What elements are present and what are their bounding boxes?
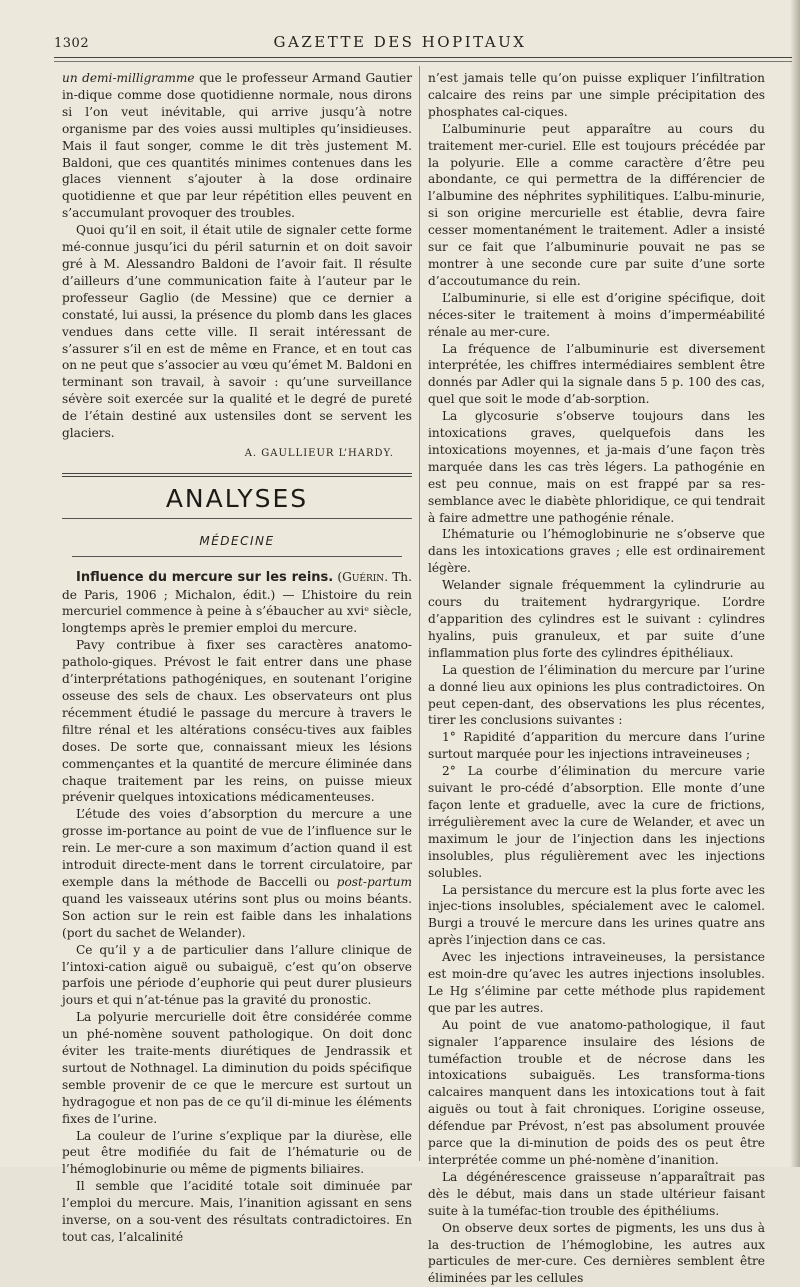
paragraph: Avec les injections intraveineuses, la persistance est moin-dre qu’avec les autres injections insolubles. Le Hg s’élimine par cette méthode plus rapidement que par les autres. xyxy=(428,950,765,1015)
paragraph: Pavy contribue à fixer ses caractères anatomo-patholo-giques. Prévost le fait entrer dans une phase d’interprétations pathogéniques, en soutenant l’origine osseuse des sels de chaux. Les observateurs ont plus récemment étudié le passage du mercure à travers le filtre rénal et les altérations consécu-tives aux faibles doses. De sorte que, connaissant mieux les lésions commençantes et la quantité de mercure éliminée dans chaque traitement par les reins, on puisse mieux prévenir quelques intoxications médicamenteuses. xyxy=(62,638,412,805)
paragraph: n’est jamais telle qu’on puisse expliquer l’infiltration calcaire des reins par une simple précipitation des phosphates cal-ciques. xyxy=(428,71,765,119)
paragraph-text: que le professeur Armand Gautier in-dique comme dose quotidienne normale, nous dirons si l’on veut inévitable, qui arrive jusqu’à notre organisme par des voies aussi multiples qu’insidieuses. Mais il faut songer, comme le dit très justement M. Baldoni, que ces quantités minimes contenues dans les glaces viennent s’ajouter à la dose ordinaire quotidienne et que par leur répétition elles peuvent en s’accumulant provoquer des troubles. xyxy=(62,71,412,221)
paragraph: L’albuminurie peut apparaître au cours du traitement mer-curiel. Elle est toujours précédée par la polyurie. Elle a comme caractère d’être peu abondante, ce qui permettra de la différencier de l’albumine des néphrites syphilitiques. L’albu-minurie, si son origine mercurielle est établie, devra faire cesser momentanément le traitement. Adler a insisté sur ce fait que l’albuminurie pouvait ne pas se montrer à une seconde cure par suite d’une sorte d’accoutumance du rein. xyxy=(428,121,765,288)
article-reference: . Th. de Paris, 1906 ; Michalon, édit.) — L’histoire du rein mercuriel commence à peine à s’ébaucher au xviᵉ siècle, longtemps après le premier emploi du mercure. xyxy=(62,569,412,636)
paragraph: On observe deux sortes de pigments, les uns dus à la des-truction de l’hémoglobine, les autres aux particules de mer-cure. Ces dernières semblent être éliminées par les cellules xyxy=(428,1220,765,1286)
paragraph: 1° Rapidité d’apparition du mercure dans l’urine surtout marquée pour les injections intraveineuses ; xyxy=(428,730,765,762)
italic-phrase: post-partum xyxy=(336,874,412,889)
article-title: Influence du mercure sur les reins. xyxy=(76,569,334,585)
paragraph: Ce qu’il y a de particulier dans l’allure clinique de l’intoxi-cation aiguë ou subaiguë, c’est qu’on observe parfois une période d’euphorie qui peut durer plusieurs jours et qui n’at-ténue pas la gravité du pronostic. xyxy=(62,942,412,1008)
subsection-title: MÉDECINE xyxy=(199,533,275,548)
paragraph: 2° La courbe d’élimination du mercure varie suivant le pro-cédé d’absorption. Elle monte d’une façon lente et graduelle, avec la cure de frictions, irrégulièrement avec la cure de Welander, et avec un maximum le jour de l’injection dans les injections insolubles, plus régulièrement avec les injections solubles. xyxy=(428,764,765,880)
paragraph: La question de l’élimination du mercure par l’urine a donné lieu aux opinions les plus contradictoires. On peut cepen-dant, des observations les plus récentes, tirer les conclusions suivantes : xyxy=(428,662,765,728)
page-edge-shadow xyxy=(790,0,800,1167)
paragraph: Quoi qu’il en soit, il était utile de signaler cette forme mé-connue jusqu’ici du péril saturnin et on doit savoir gré à M. Alessandro Baldoni de l’avoir fait. Il résulte d’ailleurs d’une communication faite à l’auteur par le professeur Gaglio (de Messine) que ce dernier a constaté, lui aussi, la présence du plomb dans les glaces vendues dans cette ville. Il serait intéressant de s’assurer s’il en est de même en France, et en tout cas on ne peut que s’associer au vœu qu’émet M. Baldoni en terminant son travail, à savoir : qu’une surveillance sévère soit exercée sur la qualité et le degré de pureté de l’étain destiné aux ustensiles dont se servent les glaciers. xyxy=(62,223,412,441)
paragraph: L’albuminurie, si elle est d’origine spécifique, doit néces-siter le traitement à moins d’imperméabilité rénale au mer-cure. xyxy=(428,290,765,339)
article-lead-paragraph: Influence du mercure sur les reins. (Guérin. Th. de Paris, 1906 ; Michalon, édit.) — L’histoire du rein mercuriel commence à peine à s’ébaucher au xviᵉ siècle, longtemps après le premier emploi du mercure. xyxy=(62,569,412,636)
paragraph: Il semble que l’acidité totale soit diminuée par l’emploi du mercure. Mais, l’inanition agissant en sens inverse, on a sou-vent des résultats contradictoires. En tout cas, l’alcalinité xyxy=(62,1179,412,1244)
section-rule xyxy=(62,518,412,519)
column-divider xyxy=(419,66,420,1161)
page-number: 1302 xyxy=(54,36,90,51)
paragraph: La polyurie mercurielle doit être considérée comme un phé-nomène souvent pathologique. On doit donc éviter les traite-ments diurétiques de Jendrassik et surtout de Nothnagel. La diminution du poids spécifique semble provenir de ce que le mercure est surtout un hydragogue et non pas de ce qu’il di-minue les éléments fixes de l’urine. xyxy=(62,1010,412,1126)
subsection-rule xyxy=(72,556,402,557)
paragraph: La persistance du mercure est la plus forte avec les injec-tions insolubles, spécialement avec le calomel. Burgi a trouvé le mercure dans les urines quatre ans après l’injection dans ce cas. xyxy=(428,882,765,948)
right-column xyxy=(428,70,765,1287)
paragraph: Au point de vue anatomo-pathologique, il faut signaler l’apparence insulaire des lésions de tuméfaction trouble et de nécrose dans les intoxications subaiguës. Les transforma-tions calcaires manquent dans les intoxications tout à fait aiguës ou tout à fait chroniques. L’origine osseuse, défendue par Prévost, n’est pas absolument prouvée parce que la di-minution de poids des os peut être interprétée comme un phé-nomène d’inanition. xyxy=(428,1017,765,1167)
article-author: Guérin xyxy=(342,569,385,584)
paragraph-text: L’étude des voies d’absorption du mercure a une grosse im-portance au point de vue de l’influence sur le rein. Le mer-cure a son maximum d’action quand il est introduit directe-ment dans le torrent circulatoire, par exemple dans la méthode de Baccelli ou xyxy=(62,807,412,889)
header-rule xyxy=(54,57,792,58)
paragraph: La glycosurie s’observe toujours dans les intoxications graves, quelquefois dans les intoxications moyennes, et ja-mais d’une façon très marquée dans les cas très légers. La pathogénie en est peu connue, mais on est frappé par sa res-semblance avec le diabète phloridique, ce qui tendrait à faire admettre une pathogénie rénale. xyxy=(428,409,765,525)
paragraph: La couleur de l’urine s’explique par la diurèse, elle peut être modifiée du fait de l’hématurie ou de l’hémoglobinurie ou même de pigments biliaires. xyxy=(62,1128,412,1177)
italic-phrase: un demi-milligramme xyxy=(62,71,195,85)
paragraph xyxy=(62,70,412,222)
section-divider xyxy=(62,473,412,477)
paragraph: L’hématurie ou l’hémoglobinurie ne s’observe que dans les intoxications graves ; elle est ordinairement légère. xyxy=(428,527,765,576)
paragraph: Welander signale fréquemment la cylindrurie au cours du traitement hydrargyrique. L’ordre d’apparition des cylindres est le suivant : cylindres hyalins, puis granuleux, et par suite d’une inflammation plus forte des cylindres épithéliaux. xyxy=(428,578,765,660)
section-title: ANALYSES xyxy=(165,483,309,513)
paragraph xyxy=(62,806,412,941)
header-rule-secondary xyxy=(54,61,792,62)
paragraph: La dégénérescence graisseuse n’apparaîtrait pas dès le début, mais dans un stade ultérieur faisant suite à la tuméfac-tion trouble des épithéliums. xyxy=(428,1169,765,1218)
author-signature: A. GAULLIEUR L’HARDY. xyxy=(244,447,394,459)
left-column xyxy=(62,70,412,1246)
paragraph-text: quand les vaisseaux utérins sont plus ou moins béants. Son action sur le rein est faible dans les inhalations (port du sachet de Welander). xyxy=(62,891,412,940)
paragraph: La fréquence de l’albuminurie est diversement interprétée, les chiffres intermédiaires semblent être donnés par Adler qui la signale dans 5 p. 100 des cas, quel que soit le mode d’ab-sorption. xyxy=(428,341,765,407)
running-title: GAZETTE DES HOPITAUX xyxy=(273,33,527,51)
